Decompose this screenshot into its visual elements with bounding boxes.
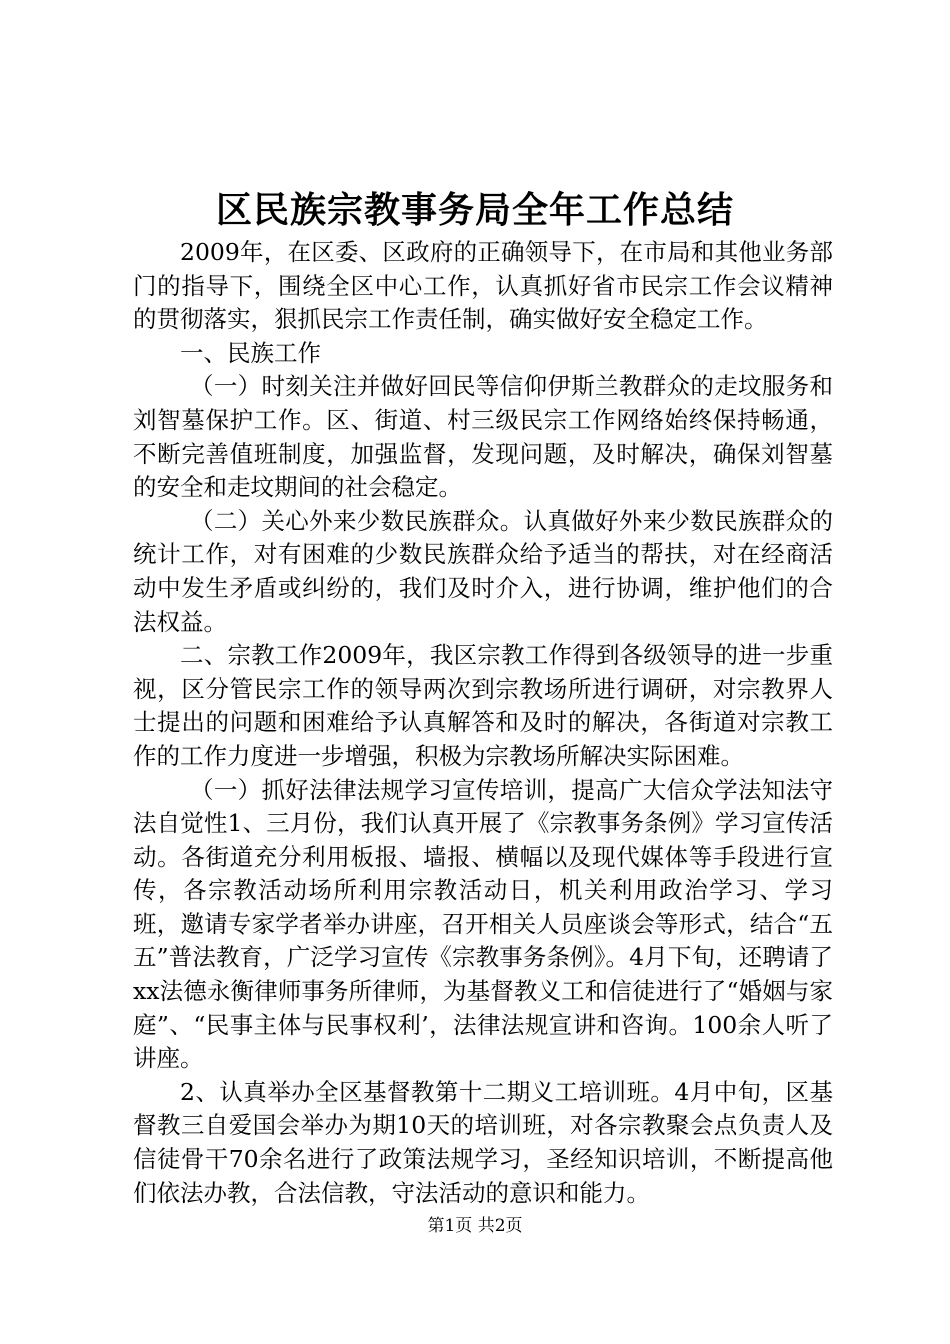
document-title: 区民族宗教事务局全年工作总结 bbox=[215, 189, 734, 231]
document-body bbox=[133, 236, 833, 1210]
paragraph-ethnic-item-1: （一）时刻关注并做好回民等信仰伊斯兰教群众的走坟服务和刘智墓保护工作。区、街道、村三级民宗工作网络始终保持畅通，不断完善值班制度，加强监督，发现问题，及时解决，确保刘智墓的安全和走坟期间的社会稳定。 bbox=[133, 372, 833, 502]
paragraph-ethnic-item-2: （二）关心外来少数民族群众。认真做好外来少数民族群众的统计工作，对有困难的少数民族群众给予适当的帮扶，对在经商活动中发生矛盾或纠纷的，我们及时介入，进行协调，维护他们的合法权益。 bbox=[133, 506, 833, 636]
paragraph-religious-work: 二、宗教工作2009年，我区宗教工作得到各级领导的进一步重视，区分管民宗工作的领导两次到宗教场所进行调研，对宗教界人士提出的问题和困难给予认真解答和及时的解决，各街道对宗教工作的工作力度进一步增强，积极为宗教场所解决实际困难。 bbox=[133, 641, 833, 770]
paragraph-intro: 2009年，在区委、区政府的正确领导下，在市局和其他业务部门的指导下，围绕全区中心工作，认真抓好省市民宗工作会议精神的贯彻落实，狠抓民宗工作责任制，确实做好安全稳定工作。 bbox=[133, 238, 833, 334]
paragraph-religious-item-1: （一）抓好法律法规学习宣传培训，提高广大信众学法知法守法自觉性1、三月份，我们认真开展了《宗教事务条例》学习宣传活动。各街道充分利用板报、墙报、横幅以及现代媒体等手段进行宣传，各宗教活动场所利用宗教活动日，机关利用政治学习、学习班，邀请专家学者举办讲座，召开相关人员座谈会等形式，结合“五五”普法教育，广泛学习宣传《宗教事务条例》。4月下旬，还聘请了xx法德永衡律师事务所律师，为基督教义工和信徒进行了“婚姻与家庭”、“民事主体与民事权利’，法律法规宣讲和咨询。100余人听了讲座。 bbox=[133, 775, 833, 1073]
page-number-footer: 第1页 共2页 bbox=[427, 1216, 523, 1236]
paragraph-religious-item-2: 2、认真举办全区基督教第十二期义工培训班。4月中旬，区基督教三自爱国会举办为期10天的培训班，对各宗教聚会点负责人及信徒骨干70余名进行了政策法规学习，圣经知识培训，不断提高他们依法办教，合法信教，守法活动的意识和能力。 bbox=[133, 1077, 833, 1207]
section-heading-ethnic-work: 一、民族工作 bbox=[180, 338, 321, 367]
